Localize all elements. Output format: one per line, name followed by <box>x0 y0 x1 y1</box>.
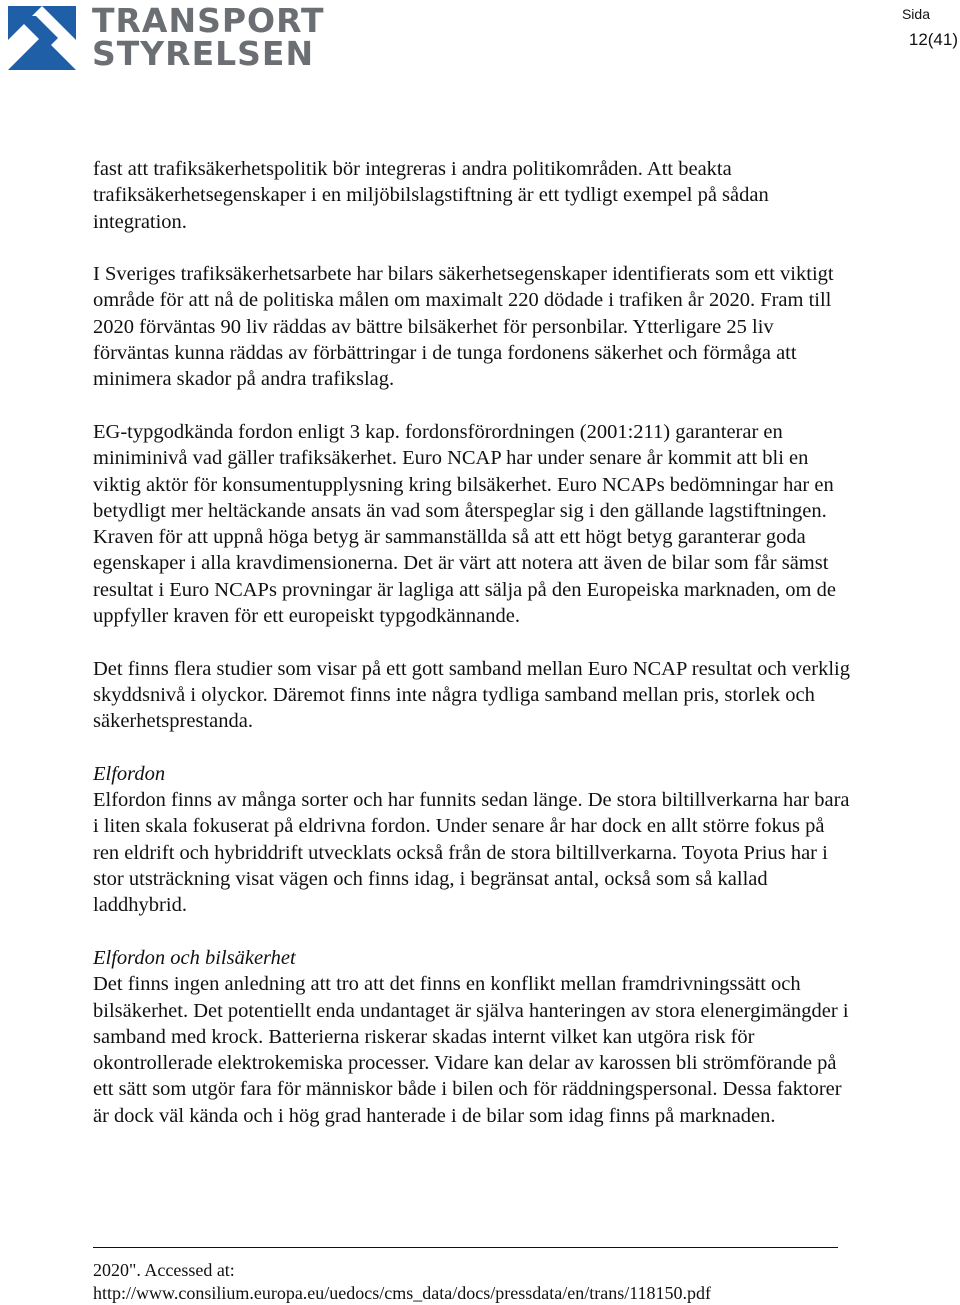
logo-line-2: STYRELSEN <box>92 34 315 73</box>
paragraph-elfordon-bilsakerhet: Det finns ingen anledning att tro att det finns en konflikt mellan framdrivningssätt och bilsäkerhet. Det potentiellt enda undantaget är själva hanteringen av stora elenergimängder i samband med krock. Batterierna riskerar skadas internt vilket kan utgöra risk för okontrollerade elektrokemiska processer. Vidare kan delar av karossen bli strömförande på ett sätt som utgör fara för människor både i bilen och för räddningspersonal. Dessa faktorer är dock väl kända och i hög grad hanterade i de bilar som idag finns på marknaden. <box>93 973 849 1127</box>
footnote-divider <box>93 1247 838 1248</box>
paragraph-studies: Det finns flera studier som visar på ett gott samband mellan Euro NCAP resultat och verklig skyddsnivå i olyckor. Däremot finns inte några tydliga samband mellan pris, storlek och säkerhetsprestanda. <box>93 657 850 733</box>
paragraph-sweden-safety: I Sveriges trafiksäkerhetsarbete har bilars säkerhetsegenskaper identifierats som ett viktigt område för att nå de politiska målen om maximalt 220 dödade i trafiken år 2020. Fram till 2020 förväntas 90 liv räddas av bättre bilsäkerhet för personbilar. Ytterligare 25 liv förväntas kunna räddas av förbättringar i de tunga fordonens säkerhet och förmåga att minimera skador på andra trafikslag. <box>93 263 834 391</box>
page-number: 12(41) <box>908 30 958 49</box>
document-body <box>93 156 853 1129</box>
footnote-url[interactable]: http://www.consilium.europa.eu/uedocs/cms_data/docs/pressdata/en/trans/118150.pdf <box>93 1283 712 1303</box>
logo-wordmark <box>92 1 325 73</box>
logo-mark-icon <box>8 6 76 70</box>
footnote <box>93 1259 933 1305</box>
footnote-line-1: 2020". Accessed at: <box>93 1260 235 1280</box>
heading-elfordon-bilsakerhet: Elfordon och bilsäkerhet <box>93 946 296 969</box>
paragraph-elfordon: Elfordon finns av många sorter och har funnits sedan länge. De stora biltillverkarna har bara i liten skala fokuserat på eldrivna fordon. Under senare år har dock en allt större fokus på ren eldrift och hybriddrift utvecklats också från de stora biltillverkarna. Toyota Prius har i stor utsträckning visat vägen och finns idag, i begränsat antal, också som så kallad laddhybrid. <box>93 789 850 917</box>
paragraph-integration: fast att trafiksäkerhetspolitik bör integreras i andra politikområden. Att beakta trafiksäkerhetsegenskaper i en miljöbilslagstiftning är ett tydligt exempel på sådan integration. <box>93 158 769 233</box>
heading-elfordon: Elfordon <box>93 762 166 785</box>
logo-line-1: TRANSPORT <box>92 1 325 40</box>
transportstyrelsen-logo <box>8 1 325 74</box>
page-label: Sida <box>901 6 930 22</box>
paragraph-euro-ncap: EG-typgodkända fordon enligt 3 kap. fordonsförordningen (2001:211) garanterar en miniminivå vad gäller trafiksäkerhet. Euro NCAP har under senare år kommit att bli en viktig aktör för konsumentupplysning kring bilsäkerhet. Euro NCAPs bedömningar har en betydligt mer heltäckande ansats än vad som återspeglar sig i den gällande lagstiftningen. Kraven för att uppnå höga betyg är sammanställda så att ett högt betyg garanterar goda egenskaper i alla kravdimensionerna. Det är värt att notera att även de bilar som får sämst resultat i Euro NCAPs provningar är lagliga att sälja på den Europeiska marknaden, om de uppfyller kraven för ett europeiskt typgodkännande. <box>93 420 836 628</box>
